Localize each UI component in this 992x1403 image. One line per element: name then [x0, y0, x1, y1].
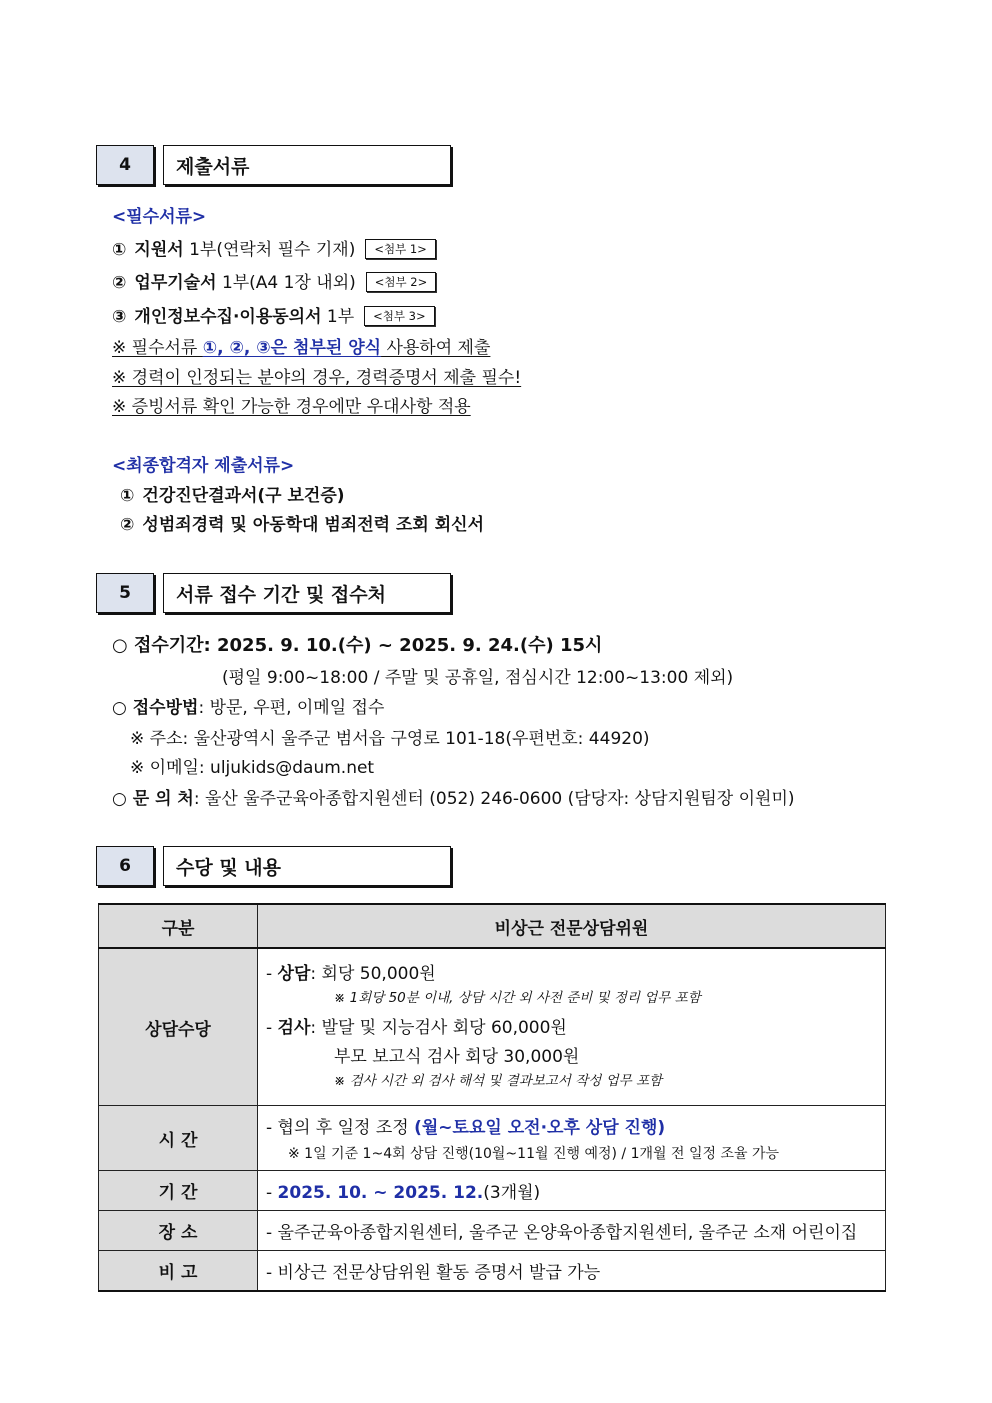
note1-prefix: ※ 필수서류 — [112, 338, 203, 358]
table-row-fee — [99, 948, 886, 1106]
required-item-3 — [112, 302, 435, 327]
note-career-certificate: ※ 경력이 인정되는 분야의 경우, 경력증명서 제출 필수! — [112, 368, 522, 388]
item-2-mark: ② — [112, 273, 127, 293]
table-header-row — [99, 904, 886, 948]
time-content — [258, 1106, 886, 1171]
time-text: - 협의 후 일정 조정 — [266, 1118, 415, 1138]
item-3-desc: 1부 — [326, 307, 355, 327]
item-1-desc: 1부(연락처 필수 기재) — [189, 240, 356, 260]
note1-emphasis: ①, ②, ③은 첨부된 양식 — [202, 338, 382, 358]
period-label: ○ 접수기간 — [112, 635, 204, 656]
application-method — [112, 693, 384, 718]
item-3-mark: ③ — [112, 307, 127, 327]
attachment-2-tag: <첨부 2> — [366, 272, 436, 292]
section-4-title: 제출서류 — [163, 145, 451, 185]
address-line: ※ 주소: 울산광역시 울주군 범서읍 구영로 101-18(우편번호: 44920) — [130, 729, 650, 749]
counsel-note: ※ 1회당 50분 이내, 상담 시간 외 사전 준비 및 정리 업무 포함 — [334, 989, 701, 1006]
contact-line — [112, 784, 795, 809]
section-5-title: 서류 접수 기간 및 접수처 — [163, 573, 451, 613]
item-3-name: 개인정보수집·이용동의서 — [134, 307, 322, 327]
final-docs-heading: <최종합격자 제출서류> — [112, 456, 295, 476]
test-label: 검사 — [277, 1018, 311, 1038]
time-note: ※ 1일 기준 1~4회 상담 진행(10월~11월 진행 예정) / 1개월 전 일정 조율 가능 — [288, 1146, 779, 1162]
contact-label: ○ 문 의 처 — [112, 789, 194, 809]
header-position: 비상근 전문상담위원 — [258, 904, 886, 948]
period-value: : 2025. 9. 10.(수) ~ 2025. 9. 24.(수) 15시 — [203, 635, 603, 656]
final-item-1-mark: ① — [120, 486, 135, 506]
note-label: 비 고 — [99, 1251, 258, 1292]
table-row-place — [99, 1211, 886, 1251]
counsel-label: 상담 — [277, 963, 311, 984]
time-label: 시 간 — [99, 1106, 258, 1171]
contact-value: : 울산 울주군육아종합지원센터 (052) 246-0600 (담당자: 상담지원팀장 이원미) — [193, 789, 795, 809]
time-emphasis: (월~토요일 오전·오후 상담 진행) — [414, 1118, 666, 1138]
allowance-table — [98, 903, 886, 1292]
fee-test-line: - 검사: 발달 및 지능검사 회당 60,000원 — [266, 1018, 567, 1038]
final-item-1-text: 건강진단결과서(구 보건증) — [142, 486, 345, 506]
fee-label: 상담수당 — [99, 948, 258, 1106]
place-label: 장 소 — [99, 1211, 258, 1251]
final-item-2-text: 성범죄경력 및 아동학대 범죄전력 조회 회신서 — [142, 515, 485, 535]
counsel-fee: : 회당 50,000원 — [310, 963, 436, 984]
final-item-2 — [120, 510, 484, 535]
section-4-number: 4 — [96, 145, 154, 185]
final-item-2-mark: ② — [120, 515, 135, 535]
method-value: : 방문, 우편, 이메일 접수 — [198, 698, 385, 718]
time-line — [266, 1113, 885, 1138]
item-2-desc: 1부(A4 1장 내외) — [221, 273, 356, 293]
item-2-name: 업무기술서 — [134, 273, 217, 293]
fee-content — [258, 948, 886, 1106]
header-category: 구분 — [99, 904, 258, 948]
note-preference-proof: ※ 증빙서류 확인 가능한 경우에만 우대사항 적용 — [112, 397, 471, 417]
section-5-number: 5 — [96, 573, 154, 613]
email-line: ※ 이메일: uljukids@daum.net — [130, 758, 375, 778]
table-row-period — [99, 1171, 886, 1211]
item-1-name: 지원서 — [134, 240, 184, 260]
period-content: - 2025. 10. ~ 2025. 12.(3개월) — [258, 1171, 886, 1211]
table-row-time — [99, 1106, 886, 1171]
period-label-cell: 기 간 — [99, 1171, 258, 1211]
note1-suffix: 사용하여 제출 — [381, 338, 491, 358]
final-item-1 — [120, 481, 345, 506]
table-row-note — [99, 1251, 886, 1292]
test-fee: : 발달 및 지능검사 회당 60,000원 — [310, 1018, 567, 1038]
required-item-2 — [112, 268, 436, 293]
test-note: ※ 검사 시간 외 검사 해석 및 결과보고서 작성 업무 포함 — [334, 1073, 663, 1089]
parent-report-fee: 부모 보고식 검사 회당 30,000원 — [334, 1047, 580, 1067]
item-1-mark: ① — [112, 240, 127, 260]
attachment-3-tag: <첨부 3> — [364, 306, 434, 326]
application-period — [112, 631, 602, 657]
place-content: - 울주군육아종합지원센터, 울주군 온양육아종합지원센터, 울주군 소재 어린이집 — [258, 1211, 886, 1251]
required-item-1 — [112, 235, 436, 260]
attachment-1-tag: <첨부 1> — [365, 239, 435, 259]
period-dates: 2025. 10. ~ 2025. 12. — [277, 1183, 484, 1203]
section-6-number: 6 — [96, 846, 154, 886]
method-label: ○ 접수방법 — [112, 698, 199, 718]
note-required-forms — [112, 333, 490, 358]
required-docs-heading: <필수서류> — [112, 207, 207, 227]
period-duration: (3개월) — [483, 1183, 541, 1203]
period-detail: (평일 9:00~18:00 / 주말 및 공휴일, 점심시간 12:00~13:00 제외) — [222, 668, 734, 688]
section-6-title: 수당 및 내용 — [163, 846, 451, 886]
fee-counsel-line: - 상담: 회당 50,000원 — [266, 963, 436, 984]
note-content: - 비상근 전문상담위원 활동 증명서 발급 가능 — [258, 1251, 886, 1292]
